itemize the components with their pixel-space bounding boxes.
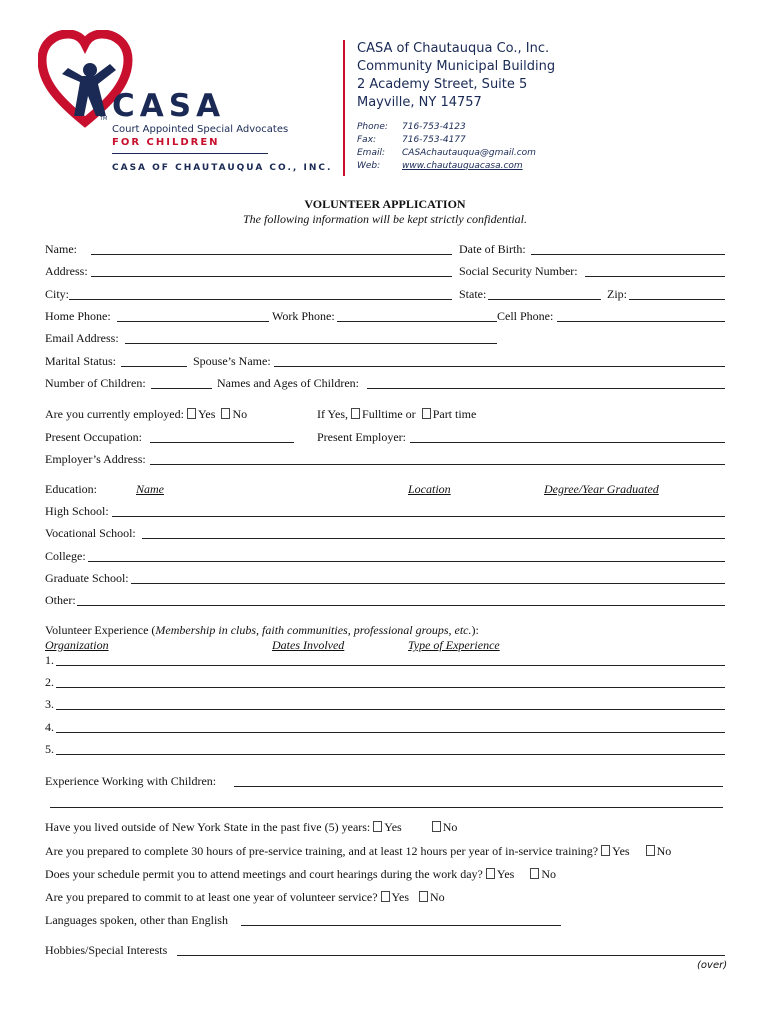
schedule-label: Does your schedule permit you to attend meetings and court hearings during the work day? (45, 867, 483, 881)
training-yes-checkbox[interactable] (601, 845, 610, 856)
building-line: Community Municipal Building (357, 59, 556, 74)
logo-org-name: CASA OF CHAUTAUQUA CO., INC. (112, 163, 333, 173)
occupation-label: Present Occupation: (45, 430, 142, 444)
casa-wordmark: CASA (112, 88, 226, 124)
name-label: Name: (45, 242, 77, 256)
form-title: VOLUNTEER APPLICATION (304, 197, 466, 211)
lived-outside-label: Have you lived outside of New York State in the past five (5) years: (45, 820, 371, 834)
education-location-header: Location (408, 482, 451, 496)
ssn-label: Social Security Number: (459, 264, 578, 278)
volunteer-experience-label (45, 623, 479, 637)
commit-yes-checkbox[interactable] (381, 891, 390, 902)
ssn-field[interactable] (585, 276, 725, 277)
commit-no-label: No (430, 890, 445, 904)
parttime-checkbox[interactable] (422, 408, 431, 419)
employed-yes-label: Yes (197, 407, 216, 421)
name-field[interactable] (91, 254, 452, 255)
children-names-label: Names and Ages of Children: (217, 376, 359, 390)
volunteer-label-italic: Membership in clubs, faith communities, professional groups, etc. (155, 623, 472, 637)
state-label: State: (459, 287, 487, 301)
commit-label: Are you prepared to commit to at least one year of volunteer service? (45, 890, 378, 904)
organization-header: Organization (45, 638, 109, 652)
header-divider (343, 40, 345, 176)
if-yes-label: If Yes, (317, 407, 349, 421)
languages-field[interactable] (241, 925, 561, 926)
graduate-school-label: Graduate School: (45, 571, 129, 585)
email-value[interactable]: CASAchautauqua@gmail.com (402, 148, 536, 158)
experience-children-field-2[interactable] (50, 807, 723, 808)
dates-involved-header: Dates Involved (272, 638, 345, 652)
web-link[interactable]: www.chautauquacasa.com (402, 161, 523, 171)
experience-children-label: Experience Working with Children: (45, 774, 217, 788)
education-name-header: Name (136, 482, 164, 496)
phone-label: Phone: (357, 122, 388, 132)
education-degree-header: Degree/Year Graduated (544, 482, 659, 496)
volunteer-row-5-number: 5. (45, 742, 54, 756)
schedule-yes-checkbox[interactable] (486, 868, 495, 879)
volunteer-row-4-number: 4. (45, 720, 54, 734)
employed-no-checkbox[interactable] (221, 408, 230, 419)
volunteer-row-3-field[interactable] (56, 709, 725, 710)
phone-value: 716-753-4123 (402, 122, 466, 132)
spouse-name-label: Spouse’s Name: (193, 354, 271, 368)
work-phone-label: Work Phone: (272, 309, 335, 323)
employer-address-field[interactable] (150, 464, 725, 465)
lived-outside-question (45, 820, 457, 834)
home-phone-label: Home Phone: (45, 309, 111, 323)
employed-label: Are you currently employed: (45, 407, 184, 421)
dob-label: Date of Birth: (459, 242, 526, 256)
city-field[interactable] (69, 299, 452, 300)
cell-phone-label: Cell Phone: (497, 309, 554, 323)
hobbies-label: Hobbies/Special Interests (45, 943, 168, 957)
high-school-field[interactable] (112, 516, 725, 517)
vocational-school-label: Vocational School: (45, 526, 136, 540)
employer-label: Present Employer: (317, 430, 406, 444)
education-label: Education: (45, 482, 97, 496)
college-field[interactable] (88, 561, 725, 562)
trademark: TM (100, 116, 108, 122)
lived-outside-no-checkbox[interactable] (432, 821, 441, 832)
type-of-experience-header: Type of Experience (408, 638, 500, 652)
volunteer-row-1-field[interactable] (56, 665, 725, 666)
work-phone-field[interactable] (337, 321, 497, 322)
fax-value: 716-753-4177 (402, 135, 466, 145)
training-label: Are you prepared to complete 30 hours of pre-service training, and at least 12 hours per year of in-service training? (45, 844, 599, 858)
zip-label: Zip: (607, 287, 627, 301)
employment-type-question (317, 407, 476, 421)
commit-no-checkbox[interactable] (419, 891, 428, 902)
children-names-field[interactable] (367, 388, 725, 389)
volunteer-label-start: Volunteer Experience ( (45, 623, 156, 637)
state-field[interactable] (488, 299, 601, 300)
vocational-school-field[interactable] (142, 538, 725, 539)
logo-for-children: FOR CHILDREN (112, 137, 220, 148)
schedule-no-label: No (541, 867, 557, 881)
casa-logo (38, 30, 333, 180)
training-no-label: No (656, 844, 672, 858)
schedule-no-checkbox[interactable] (530, 868, 539, 879)
training-question (45, 844, 671, 858)
logo-tagline: Court Appointed Special Advocates (112, 124, 289, 135)
volunteer-row-4-field[interactable] (56, 732, 725, 733)
org-name-line: CASA of Chautauqua Co., Inc. (357, 41, 550, 56)
commit-question (45, 890, 445, 904)
other-education-label: Other: (45, 593, 76, 607)
employed-yes-checkbox[interactable] (187, 408, 196, 419)
num-children-field[interactable] (151, 388, 212, 389)
city-line: Mayville, NY 14757 (357, 95, 482, 110)
employed-question (45, 407, 247, 421)
cell-phone-field[interactable] (557, 321, 725, 322)
street-line: 2 Academy Street, Suite 5 (357, 77, 528, 92)
lived-outside-no-label: No (442, 820, 458, 834)
logo-divider (112, 153, 268, 154)
fulltime-label: Fulltime or (362, 407, 416, 421)
zip-field[interactable] (629, 299, 725, 300)
volunteer-row-1-number: 1. (45, 653, 54, 667)
high-school-label: High School: (45, 504, 109, 518)
address-label: Address: (45, 264, 88, 278)
other-education-field[interactable] (77, 605, 725, 606)
languages-label: Languages spoken, other than English (45, 913, 228, 927)
dob-field[interactable] (531, 254, 725, 255)
employer-address-label: Employer’s Address: (45, 452, 146, 466)
schedule-yes-label: Yes (496, 867, 515, 881)
email-label: Email: (357, 148, 386, 158)
lived-outside-yes-checkbox[interactable] (373, 821, 382, 832)
lived-outside-yes-label: Yes (384, 820, 402, 834)
marital-status-field[interactable] (121, 366, 187, 367)
spouse-name-field[interactable] (274, 366, 725, 367)
fax-label: Fax: (357, 135, 377, 145)
training-no-checkbox[interactable] (646, 845, 655, 856)
city-label: City: (45, 287, 70, 301)
commit-yes-label: Yes (391, 890, 409, 904)
over-note: (over) (697, 960, 728, 971)
college-label: College: (45, 549, 86, 563)
address-field[interactable] (91, 276, 452, 277)
hobbies-field[interactable] (177, 955, 725, 956)
graduate-school-field[interactable] (131, 583, 725, 584)
volunteer-row-5-field[interactable] (56, 754, 725, 755)
training-yes-label: Yes (612, 844, 630, 858)
fulltime-checkbox[interactable] (351, 408, 360, 419)
home-phone-field[interactable] (117, 321, 269, 322)
occupation-field[interactable] (150, 442, 294, 443)
marital-status-label: Marital Status: (45, 354, 116, 368)
form-subtitle: The following information will be kept strictly confidential. (243, 212, 527, 226)
volunteer-row-2-field[interactable] (56, 687, 725, 688)
parttime-label: Part time (432, 407, 477, 421)
volunteer-label-end: ): (471, 623, 479, 637)
email-address-field[interactable] (125, 343, 497, 344)
num-children-label: Number of Children: (45, 376, 146, 390)
schedule-question (45, 867, 556, 881)
experience-children-field[interactable] (234, 786, 723, 787)
web-label: Web: (357, 161, 381, 171)
employed-no-label: No (232, 407, 248, 421)
volunteer-row-2-number: 2. (45, 675, 54, 689)
employer-field[interactable] (410, 442, 725, 443)
email-address-label: Email Address: (45, 331, 119, 345)
volunteer-row-3-number: 3. (45, 697, 54, 711)
